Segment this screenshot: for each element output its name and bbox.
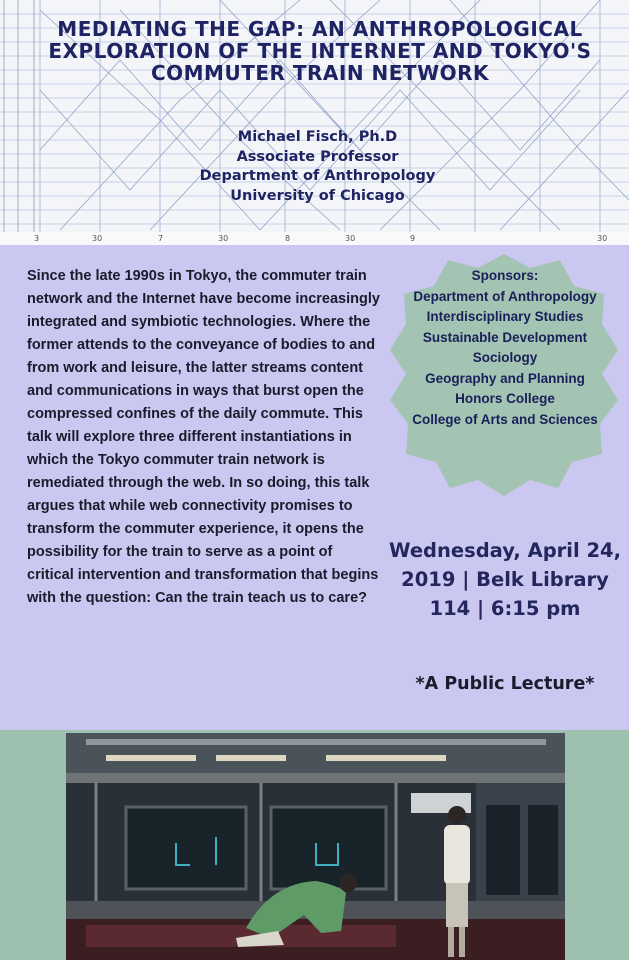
sponsor-item: Sustainable Development bbox=[422, 329, 588, 345]
sponsor-item: Sociology bbox=[472, 350, 538, 365]
event-date-location: 2019 | Belk Library bbox=[401, 568, 609, 591]
sponsor-item: Department of Anthropology bbox=[413, 288, 597, 304]
public-lecture-note: *A Public Lecture* bbox=[415, 674, 595, 694]
axis-tick: 30 bbox=[345, 234, 356, 243]
axis-tick: 30 bbox=[218, 234, 229, 243]
speaker-university: University of Chicago bbox=[230, 187, 405, 204]
speaker-name: Michael Fisch, Ph.D bbox=[237, 129, 398, 145]
talk-abstract: Since the late 1990s in Tokyo, the commuter train network and the Internet have become increasingly integrated and symbiotic technologies. Where the former attends to the conveyance of bodies to and from work and leisure, the latter streams content and communications in ways that burst open the compressed confines of the daily commute. This talk will explore three different instantiations in which the Tokyo commuter train network is remediated through the web. In so doing, this talk argues that while web connectivity promises to transform the commuter experience, it opens the possibility for the train to serve as a point of critical intervention and transformation that begins with the question: Can the train teach us to care? bbox=[27, 268, 380, 606]
axis-tick: 8 bbox=[285, 234, 291, 243]
axis-tick: 30 bbox=[92, 234, 103, 243]
event-title: MEDIATING THE GAP: AN ANTHROPOLOGICAL EXPLORATION OF THE INTERNET AND TOKYO'S COMMUTER TRAIN NETWORK bbox=[48, 17, 592, 85]
train-interior-photo bbox=[66, 733, 565, 960]
event-date: Wednesday, April 24, bbox=[389, 539, 621, 562]
speaker-department: Department of Anthropology bbox=[199, 168, 436, 184]
axis-tick: 3 bbox=[34, 234, 40, 243]
event-room-time: 114 | 6:15 pm bbox=[429, 597, 581, 620]
speaker-info bbox=[190, 128, 445, 206]
sponsor-item: Geography and Planning bbox=[425, 370, 585, 386]
sponsor-item: College of Arts and Sciences bbox=[412, 411, 598, 427]
sponsors-heading: Sponsors: bbox=[471, 268, 539, 283]
event-details bbox=[385, 536, 625, 623]
speaker-position: Associate Professor bbox=[236, 148, 399, 165]
timetable-header bbox=[0, 0, 629, 245]
sponsor-item: Honors College bbox=[455, 391, 555, 406]
axis-tick: 7 bbox=[158, 234, 164, 243]
sponsors-list bbox=[395, 266, 615, 430]
axis-tick: 30 bbox=[597, 234, 608, 243]
sponsor-item: Interdisciplinary Studies bbox=[426, 309, 584, 324]
axis-tick: 9 bbox=[410, 234, 416, 243]
